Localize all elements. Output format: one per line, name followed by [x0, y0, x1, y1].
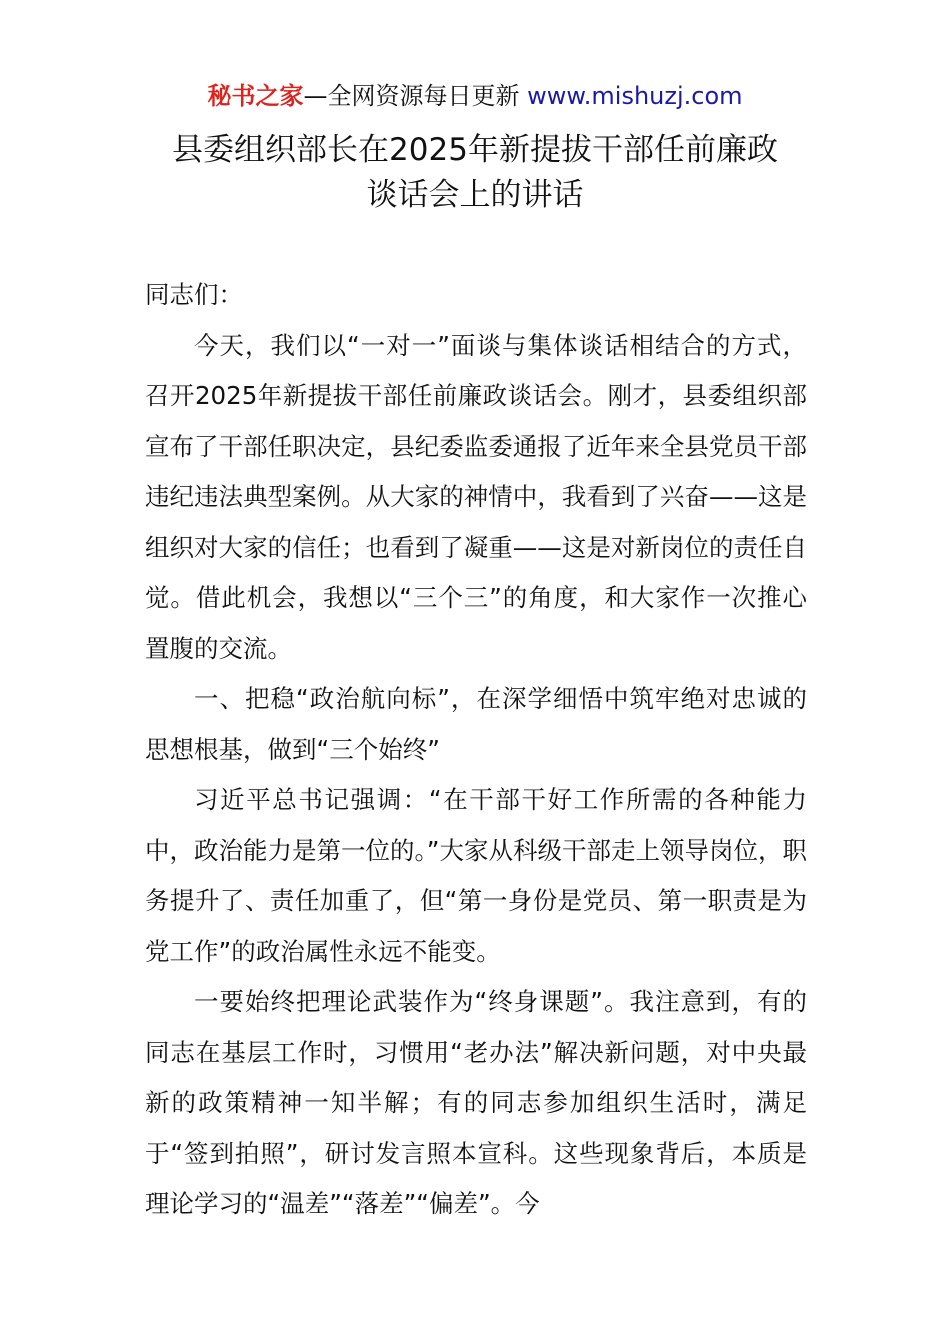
- title-line-1: 县委组织部长在2025年新提拔干部任前廉政: [172, 132, 778, 168]
- document-body: [145, 270, 807, 1230]
- brand-name: 秘书之家: [207, 82, 304, 110]
- body-paragraph: 习近平总书记强调：“在干部干好工作所需的各种能力中，政治能力是第一位的。”大家从科级干部走上领导岗位，职务提升了、责任加重了，但“第一身份是党员、第一职责是为党工作”的政治属性永远不能变。: [145, 785, 807, 966]
- header-tagline: —全网资源每日更新: [303, 82, 528, 110]
- body-paragraph: 一要始终把理论武装作为“终身课题”。我注意到，有的同志在基层工作时，习惯用“老办法”解决新问题，对中央最新的政策精神一知半解；有的同志参加组织生活时，满足于“签到拍照”，研讨发言照本宣科。这些现象背后，本质是理论学习的“温差”“落差”“偏差”。今: [145, 987, 807, 1218]
- site-url-link[interactable]: www.mishuzj.com: [527, 82, 743, 110]
- section-heading: 一、把稳“政治航向标”，在深学细悟中筑牢绝对忠诚的思想根基，做到“三个始终”: [145, 684, 807, 764]
- site-header: [0, 80, 950, 112]
- title-line-2: 谈话会上的讲话: [366, 177, 584, 213]
- body-paragraph: 今天，我们以“一对一”面谈与集体谈话相结合的方式，召开2025年新提拔干部任前廉政谈话会。刚才，县委组织部宣布了干部任职决定，县纪委监委通报了近年来全县党员干部违纪违法典型案例。从大家的神情中，我看到了兴奋——这是组织对大家的信任；也看到了凝重——这是对新岗位的责任自觉。借此机会，我想以“三个三”的角度，和大家作一次推心置腹的交流。: [145, 330, 807, 663]
- document-title: [0, 128, 950, 218]
- salutation: 同志们：: [145, 280, 243, 309]
